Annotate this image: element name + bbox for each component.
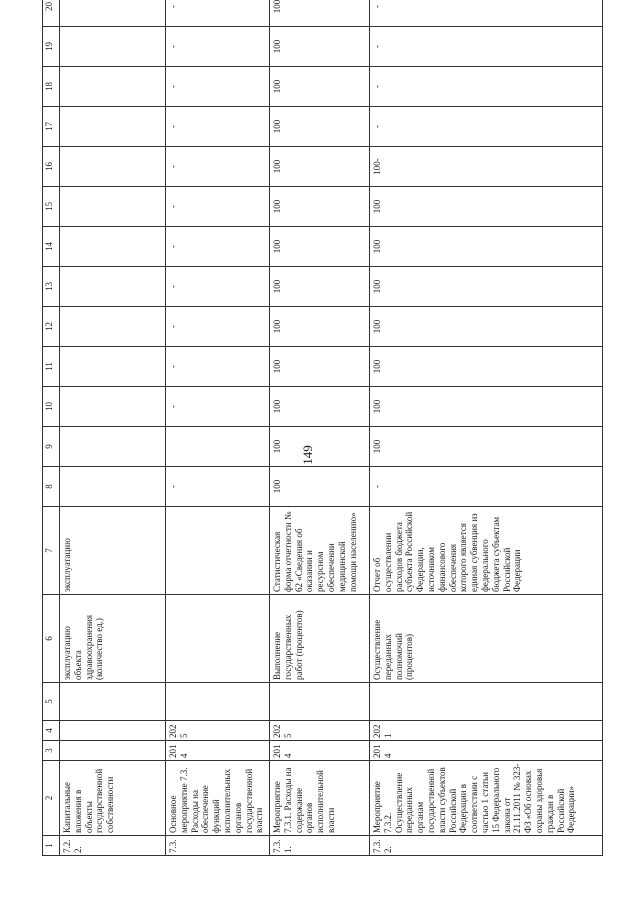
source: Отчет об осуществлении расходов бюджета субъекта Российской Федерации, источником финансового обеспечения которого является единая субвенция из федерального бюджета субъектам Российской Федерации (370, 507, 603, 595)
value-cell: 100 (370, 427, 603, 467)
header-cell: 14 (43, 227, 60, 267)
value-cell: 100- (370, 147, 603, 187)
value-cell: 100 (270, 467, 370, 507)
source: Статистическая форма отчетности № 62 «Сведения об оказании и ресурсном обеспечении медицинской помощи населению» (270, 507, 370, 595)
row-number: 7.2.2. (60, 836, 166, 856)
header-cell: 17 (43, 107, 60, 147)
header-cell: 18 (43, 67, 60, 107)
value-cell (60, 227, 166, 267)
header-cell: 9 (43, 427, 60, 467)
value-cell: - (370, 107, 603, 147)
value-cell: - (370, 0, 603, 27)
table-row (370, 0, 603, 856)
header-cell: 11 (43, 347, 60, 387)
row-number: 7.3.1. (270, 836, 370, 856)
value-cell (60, 0, 166, 27)
value-cell: 100 (370, 347, 603, 387)
row-name: Основное мероприятие 7.3. Расходы на обеспечение функций исполнительных органов государственной власти (166, 761, 270, 836)
value-cell: - (166, 147, 270, 187)
header-cell: 8 (43, 467, 60, 507)
value-cell: 100 (270, 347, 370, 387)
value-cell: - (166, 0, 270, 27)
value-cell: 100 (270, 0, 370, 27)
row-number: 7.3.2. (370, 836, 603, 856)
value-cell: - (166, 227, 270, 267)
end-year (60, 721, 166, 741)
header-cell: 6 (43, 595, 60, 683)
value-cell: - (166, 107, 270, 147)
header-cell: 4 (43, 721, 60, 741)
indicator: эксплуатацию объекта здравоохранения (количество ед.) (60, 595, 166, 683)
value-cell: 100 (270, 187, 370, 227)
header-cell: 13 (43, 267, 60, 307)
table-row (270, 0, 370, 856)
header-cell: 1 (43, 836, 60, 856)
header-cell: 15 (43, 187, 60, 227)
header-cell: 20 (43, 0, 60, 27)
value-cell (60, 267, 166, 307)
source (166, 507, 270, 595)
header-cell: 12 (43, 307, 60, 347)
row-name: Мероприятие 7.3.1. Расходы на содержание органов исполнительной власти (270, 761, 370, 836)
value-cell: - (370, 27, 603, 67)
col-5 (166, 683, 270, 721)
value-cell: 100 (270, 227, 370, 267)
value-cell: 100 (270, 387, 370, 427)
value-cell (60, 67, 166, 107)
table-row (60, 0, 166, 856)
col-5 (270, 683, 370, 721)
value-cell (60, 187, 166, 227)
value-cell: - (166, 67, 270, 107)
end-year: 2021 (370, 721, 603, 741)
value-cell: - (370, 67, 603, 107)
start-year (60, 741, 166, 761)
header-cell: 19 (43, 27, 60, 67)
row-name: Мероприятие 7.3.2. Осуществление переданных органам государственной власти субъектов Российской Федерации в соответствии с частью 1 статьи 15 Федерального закона от 21.11.2011 № 323-ФЗ «Об основах охраны здоровья граждан в Российской Федерации» (370, 761, 603, 836)
value-cell: 100 (270, 67, 370, 107)
end-year: 2025 (166, 721, 270, 741)
value-cell: 100 (370, 187, 603, 227)
value-cell: 100 (270, 27, 370, 67)
value-cell (60, 107, 166, 147)
header-cell: 3 (43, 741, 60, 761)
value-cell: - (166, 27, 270, 67)
table-row (166, 0, 270, 856)
program-table (42, 0, 603, 856)
indicator (166, 595, 270, 683)
header-cell: 16 (43, 147, 60, 187)
header-cell: 5 (43, 683, 60, 721)
value-cell: - (166, 387, 270, 427)
header-row (43, 0, 60, 856)
col-5 (370, 683, 603, 721)
value-cell (60, 387, 166, 427)
value-cell: - (166, 187, 270, 227)
value-cell: 100 (370, 387, 603, 427)
indicator: Выполнение государственных работ (процентов) (270, 595, 370, 683)
value-cell: 100 (270, 307, 370, 347)
value-cell: 100 (370, 307, 603, 347)
value-cell: - (166, 467, 270, 507)
value-cell (60, 147, 166, 187)
rotated-table-container (42, 0, 597, 856)
value-cell (60, 27, 166, 67)
row-number: 7.3. (166, 836, 270, 856)
value-cell: - (166, 267, 270, 307)
value-cell: 100 (270, 107, 370, 147)
indicator: Осуществление переданных полномочий (процентов) (370, 595, 603, 683)
row-name: Капитальные вложения в объекты государственной собственности (60, 761, 166, 836)
header-cell: 2 (43, 761, 60, 836)
page-number: 149 (300, 445, 315, 465)
value-cell: 100 (270, 267, 370, 307)
header-cell: 7 (43, 507, 60, 595)
start-year: 2014 (166, 741, 270, 761)
value-cell: - (370, 467, 603, 507)
value-cell: 100 (370, 227, 603, 267)
header-cell: 10 (43, 387, 60, 427)
value-cell (166, 427, 270, 467)
value-cell: 100 (270, 147, 370, 187)
end-year: 2025 (270, 721, 370, 741)
value-cell (60, 427, 166, 467)
col-5 (60, 683, 166, 721)
source: эксплуатацию (60, 507, 166, 595)
start-year: 2014 (370, 741, 603, 761)
value-cell: - (166, 347, 270, 387)
value-cell (60, 347, 166, 387)
value-cell (60, 467, 166, 507)
value-cell: 100 (270, 427, 370, 467)
value-cell: 100 (370, 267, 603, 307)
start-year: 2014 (270, 741, 370, 761)
value-cell (60, 307, 166, 347)
value-cell: - (166, 307, 270, 347)
